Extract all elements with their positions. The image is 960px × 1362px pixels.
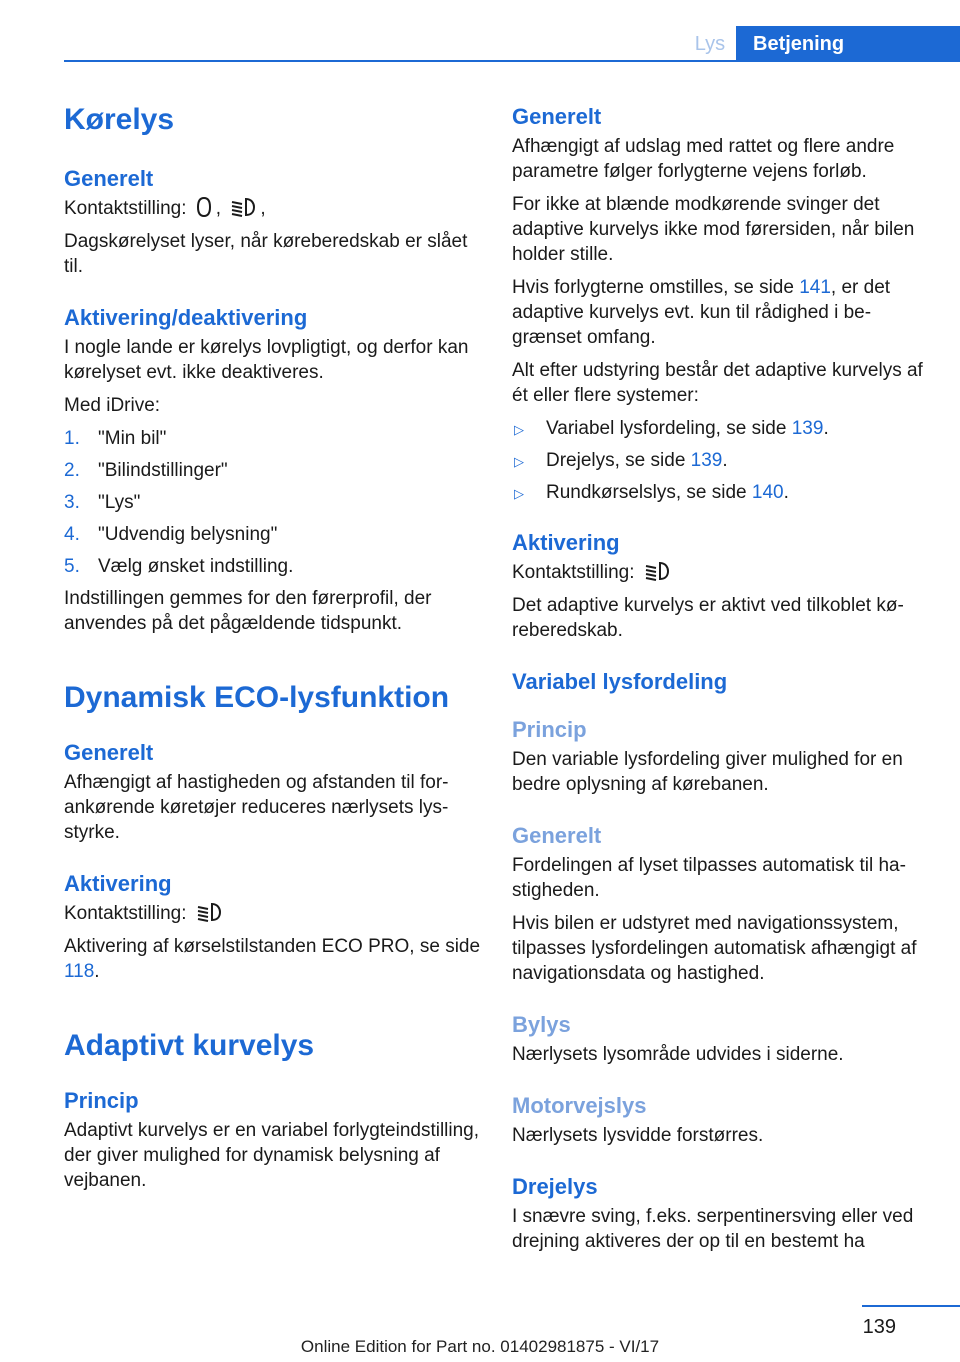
paragraph-nogle-lande: I nogle lande er kørelys lovpligtigt, og derfor kan kørelyset evt. ikke deaktiveres. xyxy=(64,337,469,383)
parking-light-icon xyxy=(196,196,212,218)
list-item xyxy=(64,426,482,451)
header-chapter-tab: Betjening xyxy=(736,26,960,62)
idrive-steps-list xyxy=(64,426,482,579)
text: Variabel lysfordeling, se side xyxy=(546,418,787,439)
text: Aktivering af kørselstilstanden ECO PRO, se side xyxy=(64,936,481,957)
list-item xyxy=(512,448,932,473)
paragraph-fordelingen: Fordelingen af lyset tilpasses automatisk til hastigheden. xyxy=(512,855,906,901)
header-rule xyxy=(64,60,960,62)
heading-motorvejslys: Motorvejslys xyxy=(512,1093,647,1118)
list-item xyxy=(64,458,482,483)
heading-princip: Princip xyxy=(64,1088,139,1113)
page-number: 139 xyxy=(862,1316,896,1338)
heading-drejelys: Drejelys xyxy=(512,1174,598,1199)
step-text: Vælg ønsket indstilling. xyxy=(98,556,294,577)
paragraph-princip: Den variable lysfordeling giver mulighed for en bedre oplysning af kørebanen. xyxy=(512,749,903,795)
paragraph-adaptivt: Adaptivt kurvelys er en variabel forlygteindstilling, der giver mulighed for dynamisk belysning af vejbanen. xyxy=(64,1120,480,1191)
paragraph-dagskorelys: Dagskørelyset lyser, når køreberedskab er slået til. xyxy=(64,231,468,277)
triangle-bullet-icon: ▷ xyxy=(514,486,524,501)
footer-edition: Online Edition for Part no. 01402981875 - VI/17 xyxy=(300,1337,660,1356)
text: . xyxy=(94,961,100,982)
heading-bylys: Bylys xyxy=(512,1012,571,1037)
heading-aktivering: Aktivering xyxy=(512,530,620,555)
systems-list xyxy=(512,416,932,505)
low-beam-icon xyxy=(230,196,256,218)
page-reference-link[interactable]: 139 xyxy=(791,418,824,439)
heading-aktivering: Aktivering xyxy=(64,871,172,896)
header-section-label: Lys xyxy=(694,33,726,55)
step-text: "Udvendig belysning" xyxy=(98,524,278,545)
step-number: 4. xyxy=(64,524,80,545)
separator: , xyxy=(260,198,266,219)
list-item xyxy=(512,480,932,505)
heading-generelt: Generelt xyxy=(64,740,154,765)
step-number: 3. xyxy=(64,492,80,513)
page-reference-link[interactable]: 140 xyxy=(751,482,784,503)
paragraph-aktivt: Det adaptive kurvelys er aktivt ved tilkoblet køreberedskab. xyxy=(512,595,904,641)
heading-generelt: Generelt xyxy=(512,104,602,129)
list-item xyxy=(64,554,482,579)
list-item xyxy=(64,522,482,547)
heading-adaptivt-kurvelys: Adaptivt kurvelys xyxy=(64,1029,315,1062)
paragraph-drejelys: I snævre sving, f.eks. serpentinersving eller ved drejning aktiveres der op til en bestemt ha xyxy=(512,1206,914,1252)
paragraph-bylys: Nærlysets lysområde udvides i siderne. xyxy=(512,1044,844,1065)
text: Rundkørselslys, se side xyxy=(546,482,747,503)
heading-aktivering-deaktivering: Aktivering/deaktivering xyxy=(64,305,308,330)
heading-generelt: Generelt xyxy=(512,823,602,848)
paragraph-eco-pro xyxy=(64,934,482,984)
footer-rule xyxy=(862,1305,960,1307)
list-item xyxy=(512,416,932,441)
text: Hvis forlygterne omstilles, se side xyxy=(512,277,794,298)
step-text: "Lys" xyxy=(98,492,141,513)
step-text: "Min bil" xyxy=(98,428,167,449)
right-column xyxy=(512,100,932,1262)
list-item xyxy=(64,490,482,515)
heading-dynamisk-eco: Dynamisk ECO-lysfunktion xyxy=(64,681,450,714)
low-beam-icon xyxy=(196,901,222,923)
paragraph-kontaktstilling-1 xyxy=(64,196,482,221)
paragraph-kontaktstilling-2 xyxy=(64,901,482,926)
kontaktstilling-label: Kontaktstilling: xyxy=(64,198,187,219)
step-number: 2. xyxy=(64,460,80,481)
step-number: 1. xyxy=(64,428,80,449)
paragraph-kontaktstilling xyxy=(512,560,932,585)
kontaktstilling-label: Kontaktstilling: xyxy=(512,562,635,583)
paragraph-motorvejslys: Nærlysets lysvidde forstørres. xyxy=(512,1125,764,1146)
paragraph-afhaengigt-hastighed: Afhængigt af hastigheden og afstanden til forankørende køretøjer reduceres nærlysets lysstyrke. xyxy=(64,772,449,843)
heading-princip: Princip xyxy=(512,717,587,742)
triangle-bullet-icon: ▷ xyxy=(514,422,524,437)
step-number: 5. xyxy=(64,556,80,577)
paragraph-blaende: For ikke at blænde modkørende svinger det adaptive kurvelys ikke mod førersiden, når bilen holder stille. xyxy=(512,194,915,265)
kontaktstilling-label: Kontaktstilling: xyxy=(64,903,187,924)
heading-variabel-lysfordeling: Variabel lysfordeling xyxy=(512,669,728,694)
page-reference-link[interactable]: 139 xyxy=(690,450,723,471)
paragraph-omstilles xyxy=(512,275,932,350)
triangle-bullet-icon: ▷ xyxy=(514,454,524,469)
paragraph-med-idrive: Med iDrive: xyxy=(64,395,161,416)
page-reference-link[interactable]: 141 xyxy=(799,277,831,298)
text: Drejelys, se side xyxy=(546,450,686,471)
step-text: "Bilindstillinger" xyxy=(98,460,228,481)
separator: , xyxy=(215,198,222,219)
paragraph-udstyring: Alt efter udstyring består det adaptive kurvelys af ét eller flere systemer: xyxy=(512,360,923,406)
paragraph-udslag: Afhængigt af udslag med rattet og flere andre parametre følger forlygterne vejens forløb. xyxy=(512,136,895,182)
heading-generelt: Generelt xyxy=(64,166,154,191)
page-reference-link[interactable]: 118 xyxy=(64,961,95,982)
heading-korelys: Kørelys xyxy=(64,103,175,136)
left-column xyxy=(64,92,482,1201)
paragraph-indstillingen: Indstillingen gemmes for den førerprofil, der anvendes på det pågældende tidspunkt. xyxy=(64,588,432,634)
text: . xyxy=(783,482,789,503)
paragraph-navigation: Hvis bilen er udstyret med navigationssystem, tilpasses lysfordelingen automatisk afhængigt af navigationsdata og hastighed. xyxy=(512,913,917,984)
text: , er det adaptive kurvelys evt. kun til rådighed i begrænset omfang. xyxy=(512,277,891,348)
low-beam-icon xyxy=(644,560,670,582)
text: . xyxy=(823,418,829,439)
text: . xyxy=(722,450,728,471)
